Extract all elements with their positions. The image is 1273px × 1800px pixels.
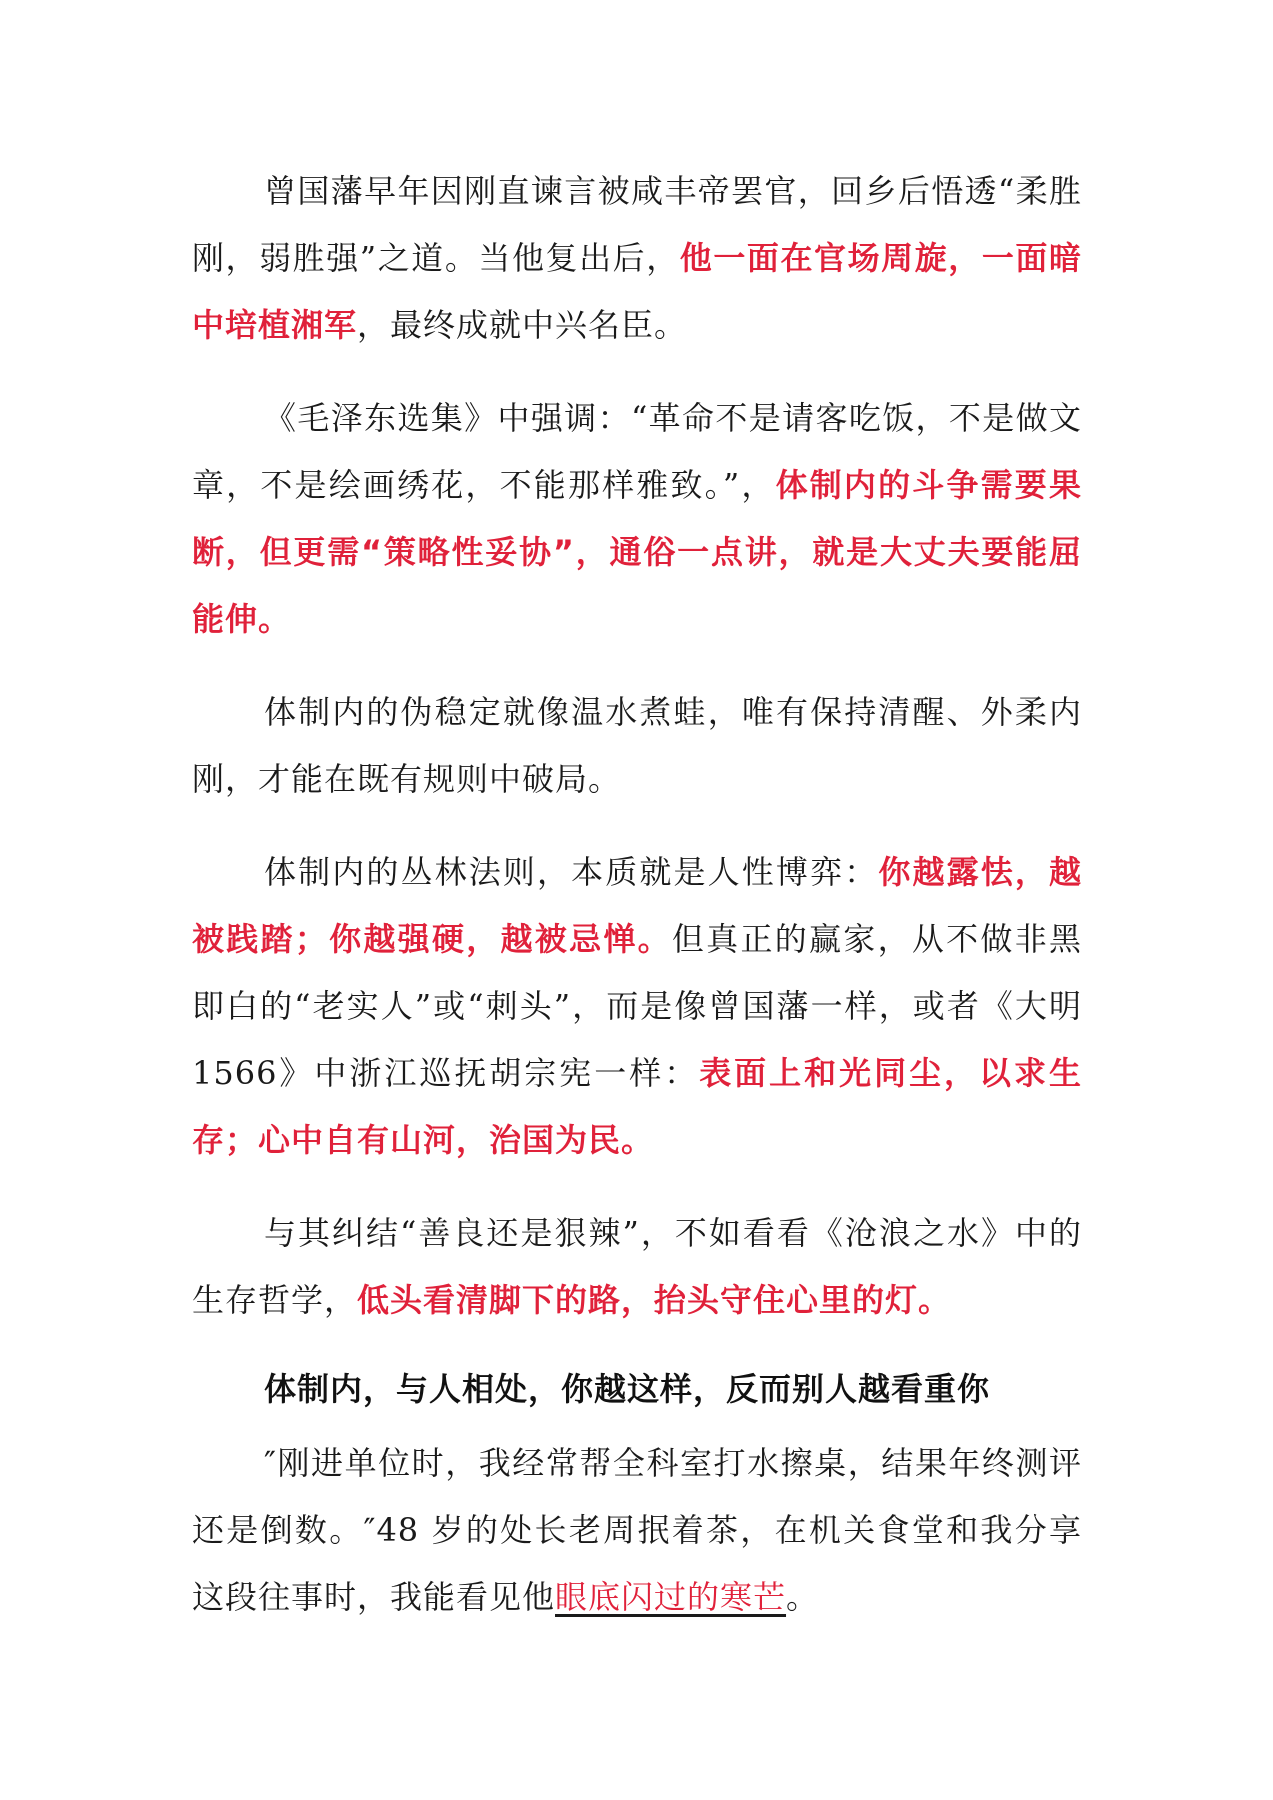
paragraph-director-zhou — [192, 1430, 1082, 1631]
paragraph-zeng-guofan — [192, 158, 1082, 359]
underlined-text: 眼底闪过的寒芒 — [555, 1578, 787, 1616]
paragraph-mao-selected-works — [192, 385, 1082, 653]
highlighted-text: 他一面在官场周旋，一面暗中培植湘军 — [192, 239, 1082, 344]
text-segment: 与其纠结“善良还是狠辣”，不如看看《沧浪之水》中的生存哲学， — [192, 1214, 1082, 1319]
text-segment: 体制内的丛林法则，本质就是人性博弈： — [264, 853, 879, 891]
paragraph-canglang-water — [192, 1200, 1082, 1334]
text-segment: 曾国藩早年因刚直谏言被咸丰帝罢官，回乡后悟透“柔胜刚，弱胜强”之道。当他复出后， — [192, 172, 1082, 277]
text-segment: ，最终成就中兴名臣。 — [357, 306, 688, 344]
highlighted-text: 你越露怯，越被践踏；你越强硬，越被忌惮。 — [192, 853, 1082, 958]
highlighted-text: 体制内的斗争需要果断，但更需“策略性妥协”，通俗一点讲，就是大丈夫要能屈能伸。 — [192, 466, 1082, 638]
text-segment: 体制内的伪稳定就像温水煮蛙，唯有保持清醒、外柔内刚，才能在既有规则中破局。 — [192, 693, 1082, 798]
text-segment: 但真正的赢家，从不做非黑即白的“老实人”或“刺头”，而是像曾国藩一样，或者《大明 1566》中浙江巡抚胡宗宪一样： — [192, 920, 1082, 1092]
paragraph-false-stability — [192, 679, 1082, 813]
text-segment: 。 — [786, 1578, 820, 1616]
document-page — [192, 158, 1082, 1657]
text-segment: 《毛泽东选集》中强调：“革命不是请客吃饭，不是做文章，不是绘画绣花，不能那样雅致。”， — [192, 399, 1082, 504]
highlighted-text: 低头看清脚下的路，抬头守住心里的灯。 — [357, 1281, 952, 1319]
text-segment: ″刚进单位时，我经常帮全科室打水擦桌，结果年终测评还是倒数。″48 岁的处长老周抿着茶，在机关食堂和我分享这段往事时，我能看见他 — [192, 1444, 1082, 1616]
highlighted-text: 表面上和光同尘，以求生存；心中自有山河，治国为民。 — [192, 1054, 1082, 1159]
section-heading: 体制内，与人相处，你越这样，反而别人越看重你 — [264, 1370, 991, 1408]
paragraph-jungle-law — [192, 839, 1082, 1174]
